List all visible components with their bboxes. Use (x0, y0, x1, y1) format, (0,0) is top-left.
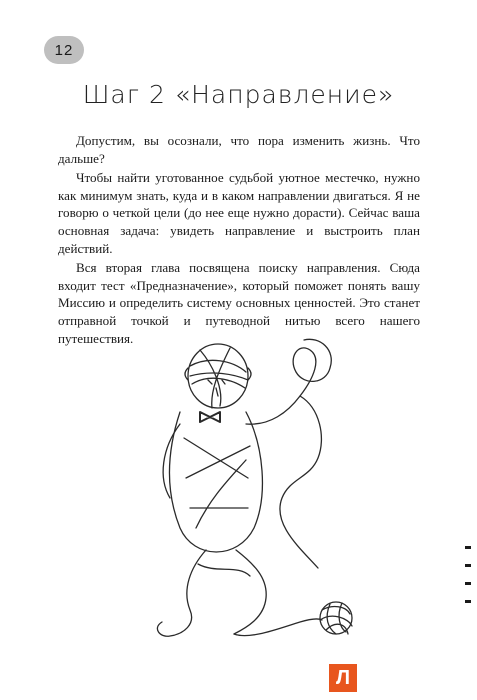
page-edge-marks (463, 540, 473, 620)
litres-letter: Л (335, 666, 351, 689)
paragraph-1: Допустим, вы осознали, что пора изменить жизнь. Что дальше? (58, 133, 420, 166)
chapter-title: Шаг 2 «Направление» (82, 80, 395, 109)
page-number-badge (44, 36, 84, 64)
body-text (58, 132, 420, 349)
litres-logo (329, 664, 357, 692)
paragraph-2: Чтобы найти уготованное судьбой уютное местечко, нужно как минимум знать, куда и в каком направлении двигаться. Я не говорю о четкой цели (до нее еще нужно дорасти). Сейчас ваша основная задача: увидеть направление и выстроить план действий. (58, 170, 420, 256)
yarn-man-illustration (150, 328, 370, 648)
page-number: 12 (54, 41, 74, 59)
paragraph-3: Вся вторая глава посвящена поиску направления. Сюда входит тест «Предназначение», который поможет понять вашу Миссию и определить систему основных ценностей. Это станет отправной точкой и путеводной нитью всего нашего путешествия. (58, 260, 420, 346)
